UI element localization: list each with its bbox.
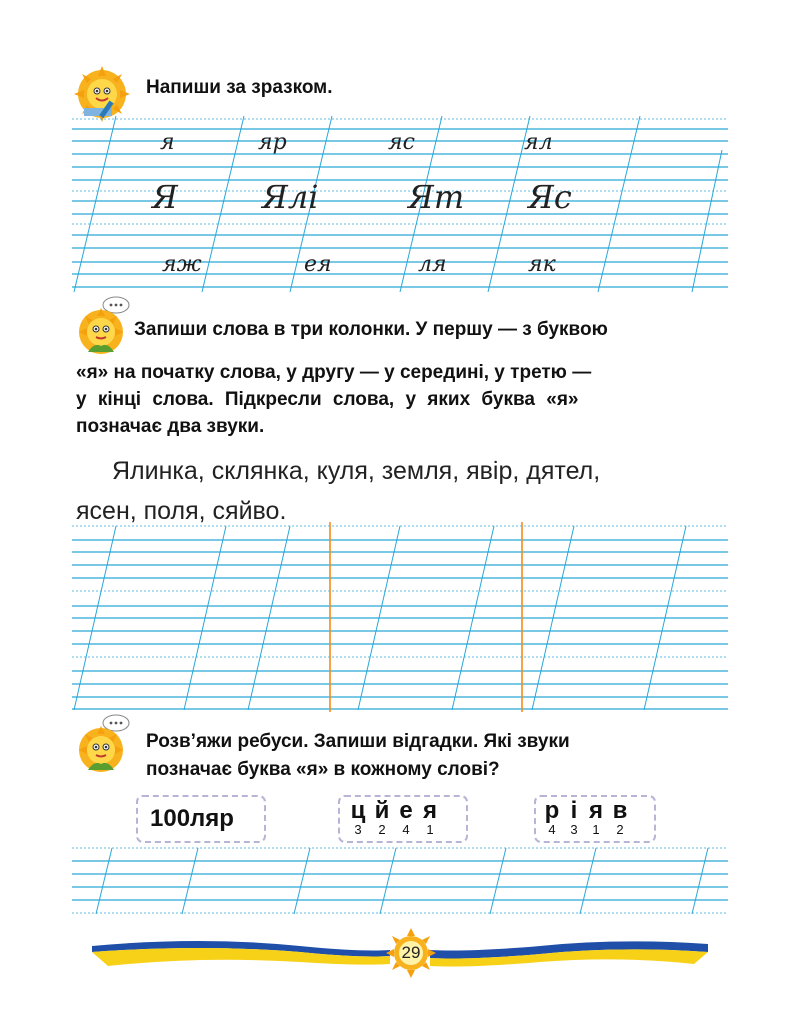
- task2-words-line1: Ялинка, склянка, куля, земля, явір, дятел,: [112, 457, 601, 485]
- rebus-2-letter-3: е 4: [399, 797, 413, 837]
- rebus-3-letter-1: р 4: [544, 797, 560, 837]
- rebus-3-letter-2: і 3: [570, 797, 578, 837]
- sample-lya: ля: [418, 252, 447, 277]
- task2-title-line1: Запиши слова в три колонки. У першу — з буквою: [134, 319, 608, 340]
- rebus-1-text: 100ляр: [150, 805, 234, 832]
- sample-ya-1: я: [160, 130, 175, 155]
- task2-words-line2: ясен, поля, сяйво.: [76, 497, 287, 525]
- sample-yat: Ят: [408, 178, 465, 216]
- rebus-3-letter-4: в 2: [612, 797, 628, 837]
- task3-title-line1: Розв’яжи ребуси. Запиши відгадки. Які звуки: [146, 731, 570, 752]
- rebus-2-letter-1: ц 3: [350, 797, 366, 837]
- task2-title-line3: у кінці слова. Підкресли слова, у яких буква «я»: [76, 389, 579, 410]
- task2-title-line4: позначає два звуки.: [76, 416, 265, 437]
- sample-yali: Ялі: [262, 178, 319, 216]
- task2-title-line2: «я» на початку слова, у другу — у середині, у третю —: [76, 362, 592, 383]
- sample-capital-ya: Я: [152, 178, 178, 216]
- rebus-2-letter-2: й 2: [374, 797, 390, 837]
- sample-yak: як: [528, 252, 556, 277]
- rebus-2-letter-4: я 1: [422, 797, 437, 837]
- sample-yazh: яж: [162, 252, 202, 277]
- page-number: 29: [401, 943, 421, 962]
- sample-capital-yas: Яс: [528, 178, 572, 216]
- sample-yar: яр: [258, 130, 287, 155]
- task1-title: Напиши за зразком.: [146, 77, 333, 98]
- page-number-sunflower: [382, 928, 440, 978]
- sample-yal: ял: [524, 130, 553, 155]
- rebus-3-letter-3: я 1: [588, 797, 603, 837]
- sample-eya: ея: [304, 252, 332, 277]
- task3-title-line2: позначає буква «я» в кожному слові?: [146, 759, 500, 780]
- sample-yas: яс: [388, 130, 415, 155]
